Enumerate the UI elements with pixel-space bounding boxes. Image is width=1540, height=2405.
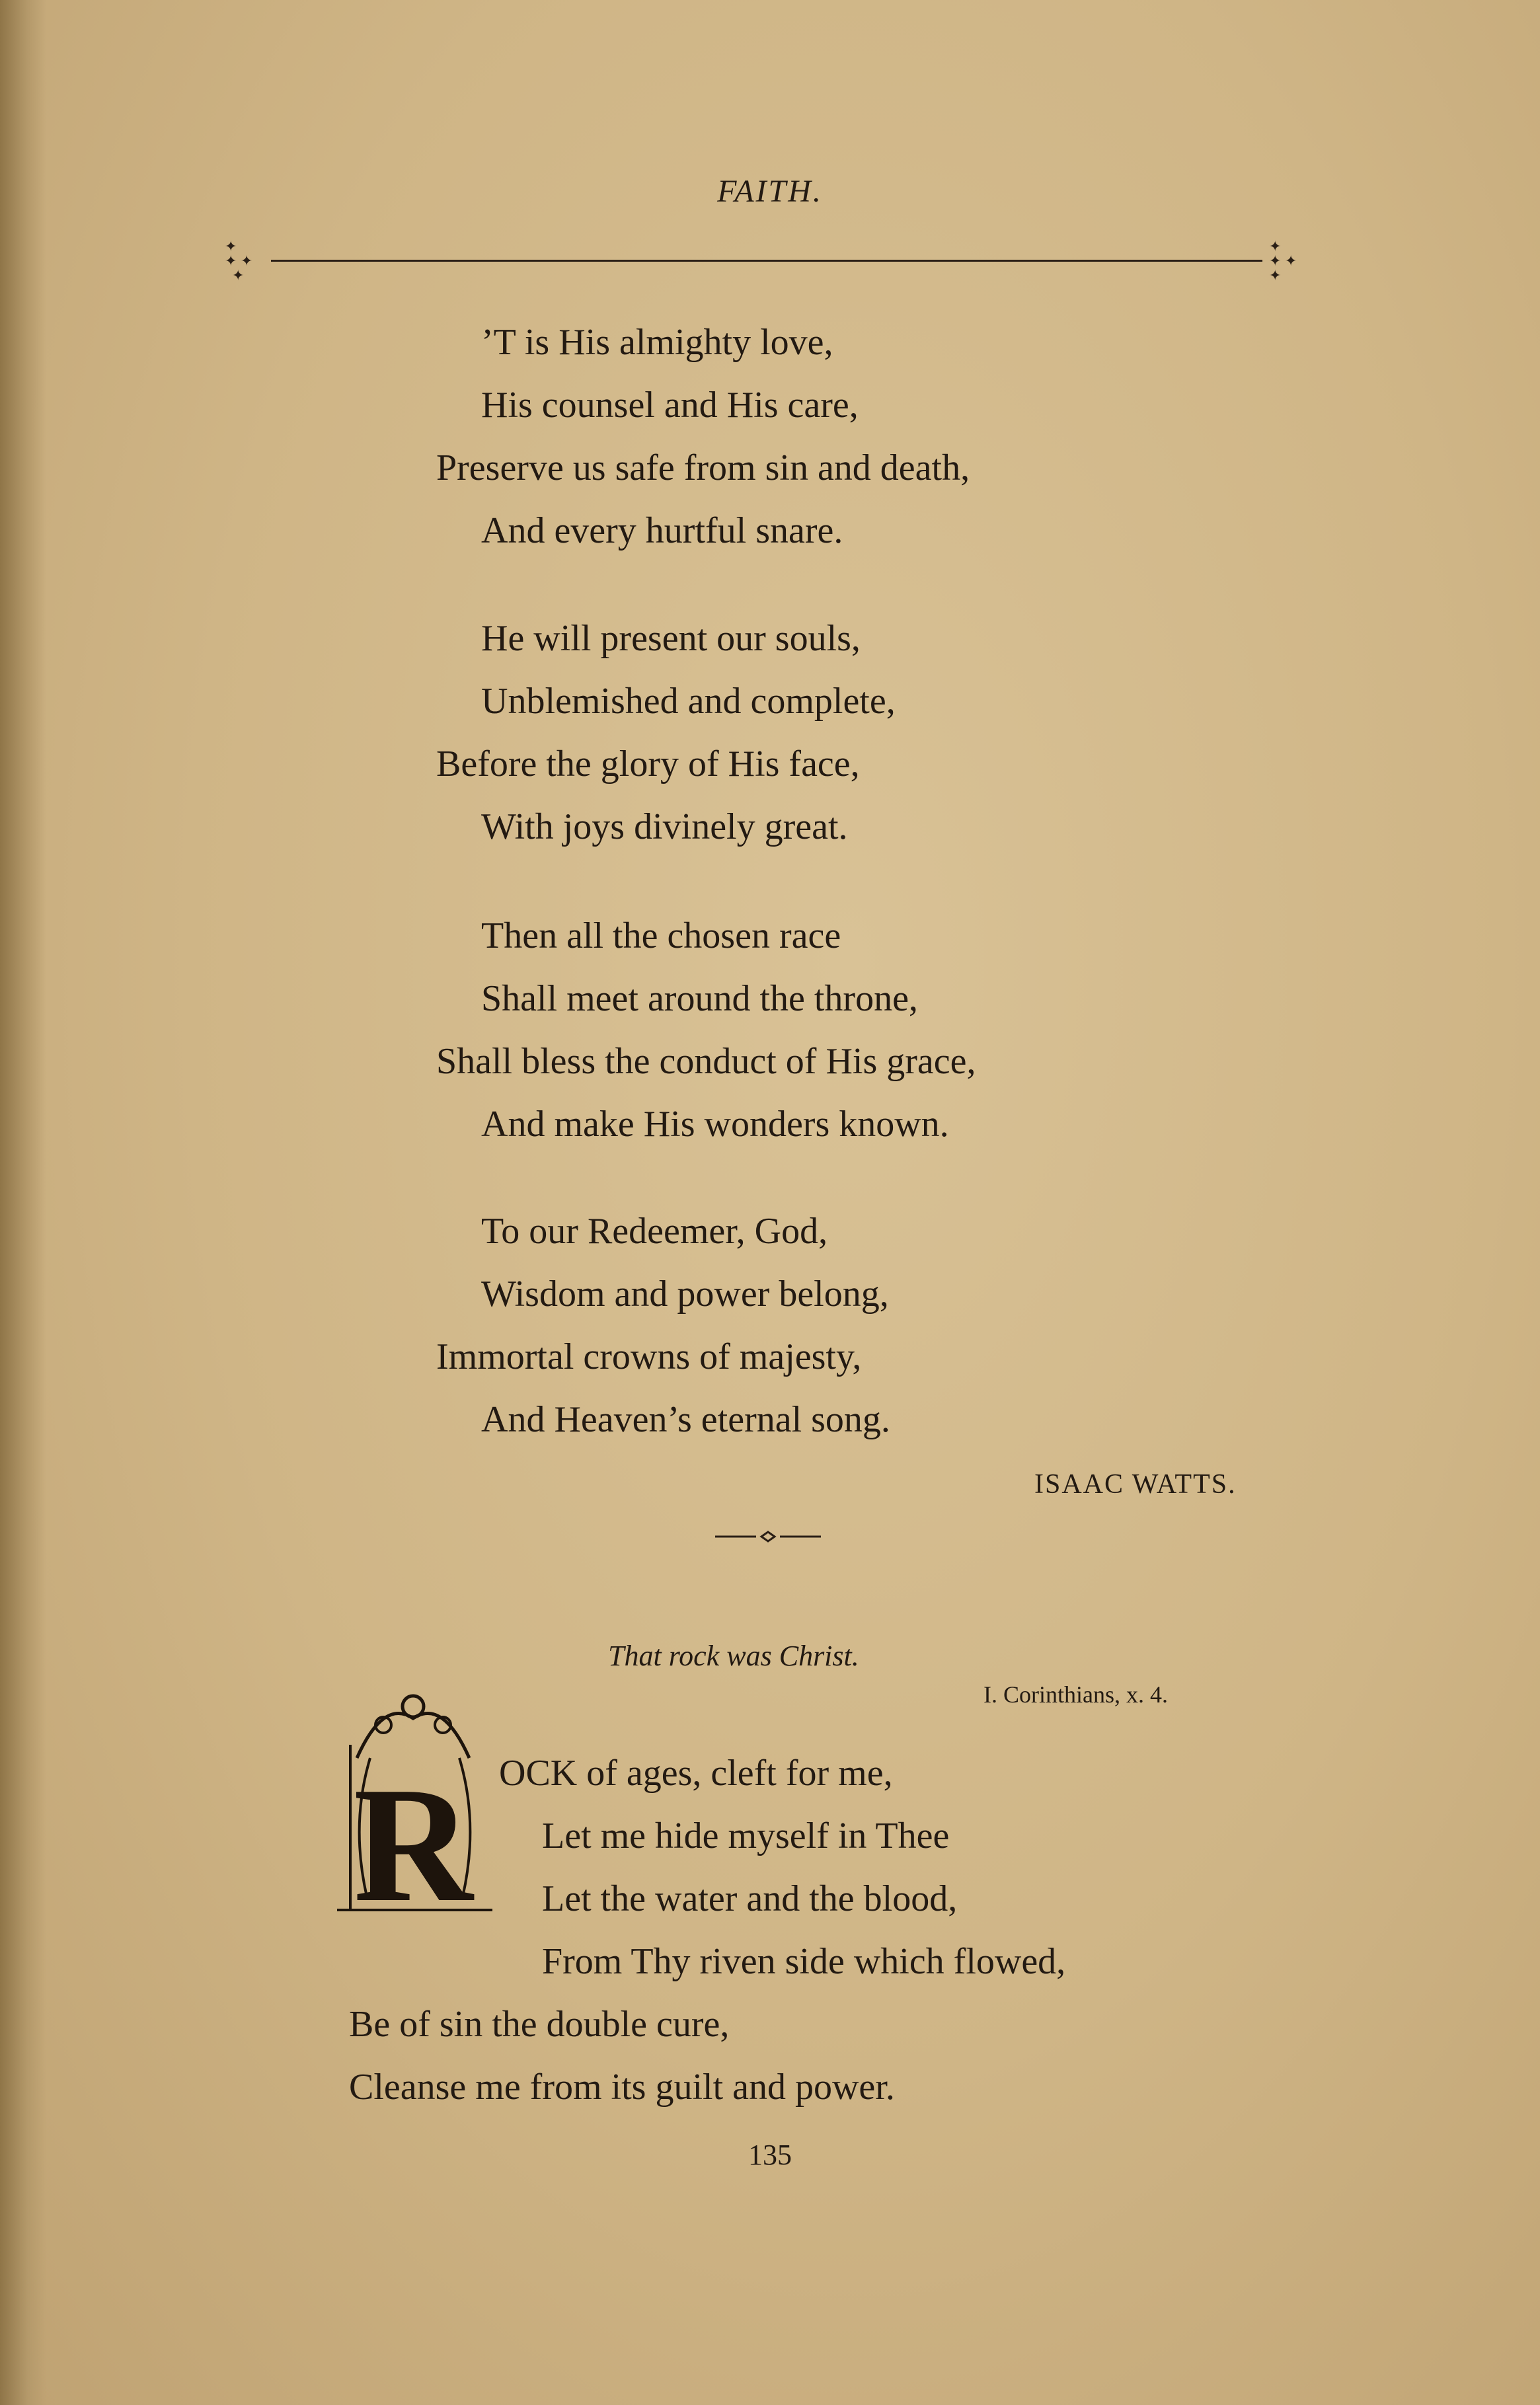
poem-line: Let me hide myself in Thee — [542, 1815, 950, 1856]
author-attribution: ISAAC WATTS. — [1034, 1469, 1237, 1500]
poem-line: To our Redeemer, God, — [481, 1211, 828, 1252]
rule-ornament-right: ✦ ✦ ✦ ✦ — [1269, 238, 1297, 284]
header-rule — [271, 260, 1262, 262]
poem-line: Shall bless the conduct of His grace, — [436, 1041, 976, 1082]
poem-line: Preserve us safe from sin and death, — [436, 447, 970, 488]
poem-line: Before the glory of His face, — [436, 744, 860, 784]
poem-line: Wisdom and power belong, — [481, 1274, 889, 1315]
rule-ornament-left: ✦ ✦ ✦ ✦ — [225, 238, 253, 284]
poem-line: Immortal crowns of majesty, — [436, 1336, 862, 1377]
poem-line: With joys divinely great. — [481, 806, 848, 847]
page-number: 135 — [748, 2139, 792, 2171]
poem-line: And Heaven’s eternal song. — [481, 1399, 890, 1440]
epigraph: That rock was Christ. — [608, 1640, 859, 1672]
page-edge-shadow — [0, 0, 46, 2405]
scripture-citation: I. Corinthians, x. 4. — [983, 1681, 1168, 1708]
poem-line: And make His wonders known. — [481, 1104, 949, 1145]
poem-line: Shall meet around the throne, — [481, 978, 918, 1019]
poem-line: He will present our souls, — [481, 618, 861, 659]
poem-line: Let the water and the blood, — [542, 1878, 958, 1919]
decorated-initial-r — [330, 1679, 496, 1943]
initial-letter: R — [353, 1753, 473, 1936]
poem-line: Cleanse me from its guilt and power. — [349, 2067, 895, 2108]
poem-line: ’T is His almighty love, — [481, 322, 833, 363]
running-head: FAITH. — [717, 174, 823, 209]
poem-line: And every hurtful snare. — [481, 510, 843, 551]
poem-line: His counsel and His care, — [481, 385, 859, 426]
poem-line: Unblemished and complete, — [481, 681, 896, 722]
poem-line: Be of sin the double cure, — [349, 2004, 730, 2045]
poem-line: Then all the chosen race — [481, 915, 841, 956]
poem-line: From Thy riven side which flowed, — [542, 1941, 1066, 1982]
poem-line: OCK of ages, cleft for me, — [499, 1753, 893, 1794]
section-divider — [715, 1527, 821, 1546]
